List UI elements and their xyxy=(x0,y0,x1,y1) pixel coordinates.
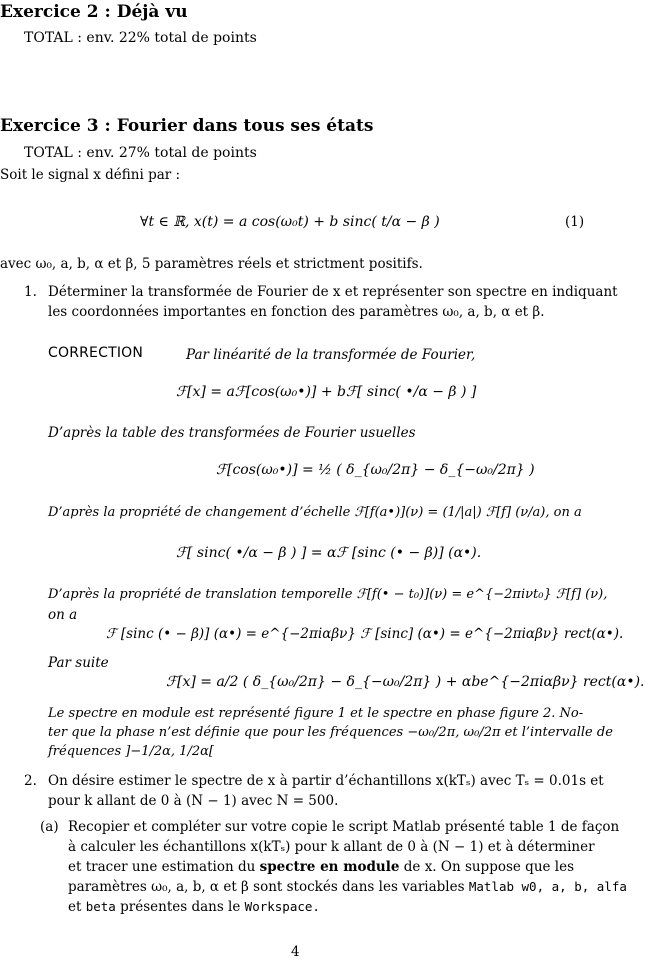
question-2a-label: (a) xyxy=(40,819,59,835)
page-number: 4 xyxy=(291,944,300,960)
equation-1: ∀t ∈ ℝ, x(t) = a cos(ω₀t) + b sinc( t/α − β ) xyxy=(140,214,440,230)
exercise-2-total: TOTAL : env. 22% total de points xyxy=(24,30,257,46)
question-1-number: 1. xyxy=(24,284,37,300)
exercise-2-title: Exercice 2 : Déjà vu xyxy=(0,2,188,22)
spectrum-text-line-1: Le spectre en module est représenté figure 1 et le spectre en phase figure 2. No- xyxy=(48,706,584,721)
line-3-part-a: et tracer une estimation du xyxy=(68,859,256,875)
equation-cos-transform: ℱ[cos(ω₀•)] = ½ ( δ_{ω₀/2π} − δ_{−ω₀/2π} ) xyxy=(216,462,535,478)
question-2a-line-4 xyxy=(68,879,627,895)
correction-label: CORRECTION xyxy=(48,345,144,361)
question-2a-line-5 xyxy=(68,899,320,915)
spectrum-text-line-2: ter que la phase n’est définie que pour les fréquences −ω₀/2π, ω₀/2π et l’intervalle de xyxy=(48,725,613,740)
question-2-line-1: On désire estimer le spectre de x à partir d’échantillons x(kTₛ) avec Tₛ = 0.01s et xyxy=(48,773,604,789)
question-2a-line-2: à calculer les échantillons x(kTₛ) pour k allant de 0 à (N − 1) et à déterminer xyxy=(68,839,595,855)
equation-final: ℱ[x] = a/2 ( δ_{ω₀/2π} − δ_{−ω₀/2π} ) + αbe^{−2πiαβν} rect(α•). xyxy=(166,674,645,690)
on-a-text: on a xyxy=(48,607,78,623)
line-3-part-c: de x. On suppose que les xyxy=(403,859,575,875)
line-5-beta: beta xyxy=(85,899,116,914)
translation-property-text: D’après la propriété de translation temporelle ℱ[f(• − t₀)](ν) = e^{−2πiνt₀} ℱ[f] (ν), xyxy=(48,587,608,602)
question-1-line-1: Déterminer la transformée de Fourier de x et représenter son spectre en indiquant xyxy=(48,284,618,300)
question-2-number: 2. xyxy=(24,773,37,789)
correction-lead: Par linéarité de la transformée de Fourier, xyxy=(186,347,476,363)
line-5-part-c: présentes dans le xyxy=(120,899,241,915)
par-suite-text: Par suite xyxy=(48,655,109,671)
equation-1-number: (1) xyxy=(565,214,585,230)
spectrum-text-line-3: fréquences ]−1/2α, 1/2α[ xyxy=(48,744,214,759)
equation-sinc-scale: ℱ[ sinc( •/α − β ) ] = αℱ [sinc (• − β)] (α•). xyxy=(176,545,482,561)
table-text: D’après la table des transformées de Fourier usuelles xyxy=(48,425,416,441)
parameters-text: avec ω₀, a, b, α et β, 5 paramètres réels et strictment positifs. xyxy=(0,256,423,272)
question-1-line-2: les coordonnées importantes en fonction des paramètres ω₀, a, b, α et β. xyxy=(48,304,545,320)
question-2a-line-1: Recopier et compléter sur votre copie le script Matlab présenté table 1 de façon xyxy=(68,819,620,835)
equation-sinc-translation: ℱ [sinc (• − β)] (α•) = e^{−2πiαβν} ℱ [sinc] (α•) = e^{−2πiαβν} rect(α•). xyxy=(106,626,624,642)
intro-text: Soit le signal x défini par : xyxy=(0,167,181,183)
line-5-workspace: Workspace. xyxy=(244,899,320,914)
scale-property-text: D’après la propriété de changement d’échelle ℱ[f(a•)](ν) = (1/|a|) ℱ[f] (ν/a), on a xyxy=(48,505,582,520)
line-5-part-a: et xyxy=(68,899,82,915)
question-2-line-2: pour k allant de 0 à (N − 1) avec N = 500. xyxy=(48,793,339,809)
question-2a-line-3 xyxy=(68,859,574,875)
line-4-part-a: paramètres ω₀, a, b, α et β sont stockés dans les variables xyxy=(68,879,465,895)
equation-linearity: ℱ[x] = aℱ[cos(ω₀•)] + bℱ[ sinc( •/α − β ) ] xyxy=(176,384,477,400)
exercise-3-total: TOTAL : env. 27% total de points xyxy=(24,145,257,161)
line-3-emphasis: spectre en module xyxy=(259,859,400,875)
line-4-variables: Matlab w0, a, b, alfa xyxy=(468,879,627,894)
exercise-3-title: Exercice 3 : Fourier dans tous ses états xyxy=(0,116,374,136)
